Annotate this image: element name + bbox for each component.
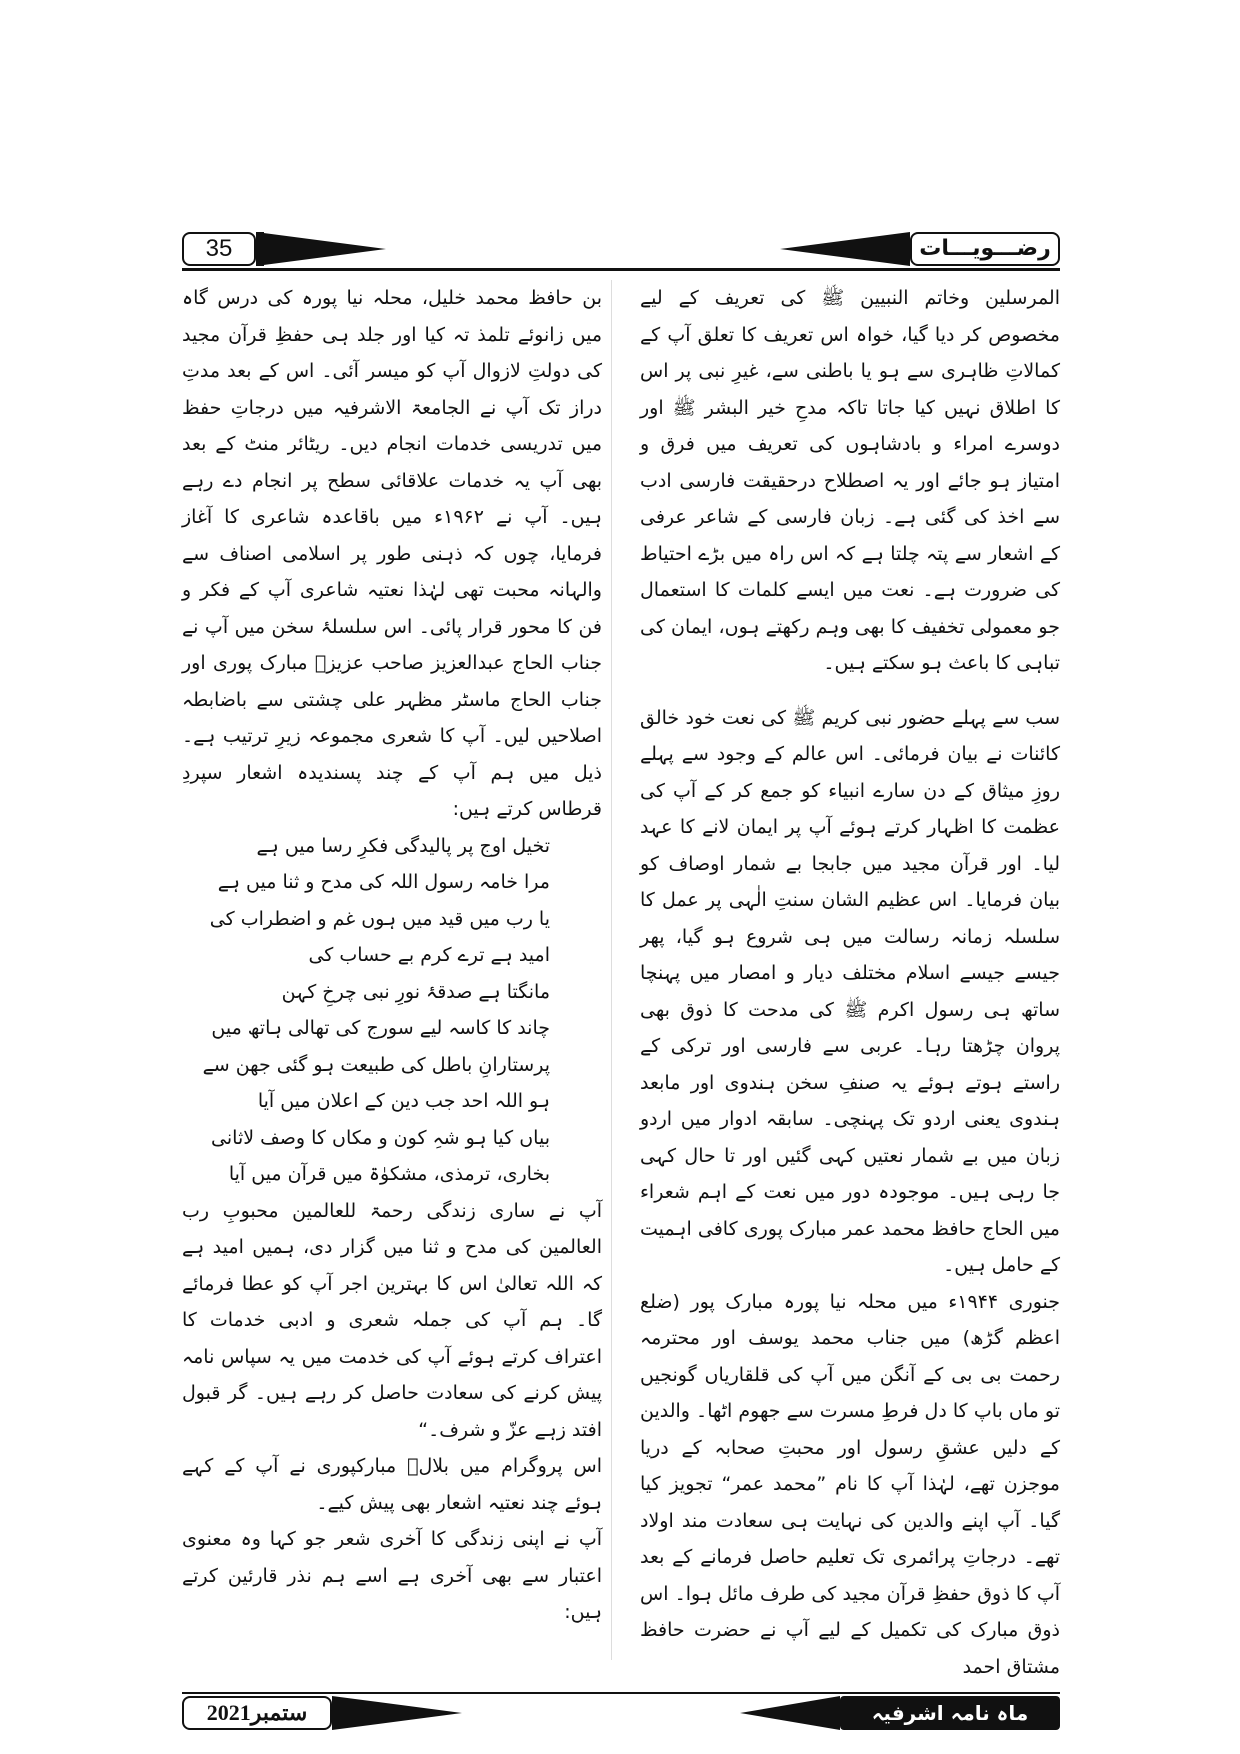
header-ornament-left	[256, 232, 386, 266]
paragraph: جنوری ۱۹۴۴ء میں محلہ نیا پورہ مبارک پور (ضلع اعظم گڑھ) میں جناب محمد یوسف اور محترمہ رحمت بی بی کے آنگن میں آپ کی قلقاریاں گونجیں تو ماں باپ کا دل فرطِ مسرت سے جھوم اٹھا۔ والدین کے دلیں عشقِ رسول اور محبتِ صحابہ کے دریا موجزن تھے، لہٰذا آپ کا نام ”محمد عمر“ تجویز کیا گیا۔ آپ اپنے والدین کی نہایت ہی سعادت مند اولاد تھے۔ درجاتِ پرائمری تک تعلیم حاصل فرمانے کے بعد آپ کا ذوق حفظِ قرآن مجید کی طرف مائل ہوا۔ اس ذوق مبارک کی تکمیل کے لیے آپ نے حضرت حافظ مشتاق احمد	[640, 1290, 1060, 1678]
left-column	[182, 280, 602, 1631]
paragraph: اس پروگرام میں بلالؔ مبارکپوری نے آپ کے کہے ہوئے چند نعتیہ اشعار بھی پیش کیے۔	[182, 1455, 602, 1514]
verse-line: پرستارانِ باطل کی طبیعت ہو گئی جھن سے	[202, 1053, 550, 1076]
footer-rule	[182, 1692, 1060, 1694]
header-rule	[182, 268, 1060, 271]
paragraph: المرسلین وخاتم النبیین ﷺ کی تعریف کے لیے مخصوص کر دیا گیا، خواہ اس تعریف کا تعلق آپ کے کمالاتِ ظاہری سے ہو یا باطنی سے، غیرِ نبی پر اس کا اطلاق نہیں کیا جاتا تاکہ مدحِ خیر البشر ﷺ اور دوسرے امراء و بادشاہوں کی تعریف میں فرق و امتیاز ہو جائے اور یہ اصطلاح درحقیقت فارسی ادب سے اخذ کی گئی ہے۔ زبان فارسی کے شاعر عرفی کے اشعار سے پتہ چلتا ہے کہ اس راہ میں بڑے احتیاط کی ضرورت ہے۔ نعت میں ایسے کلمات کا استعمال جو معمولی تخفیف کا بھی وہم رکھتے ہوں، ایمان کی تباہی کا باعث ہو سکتے ہیں۔	[640, 287, 1060, 674]
magazine-name: ماہ نامہ اشرفیہ	[840, 1696, 1060, 1730]
verse-line: مانگتا ہے صدقۂ نورِ نبی چرخِ کہن	[281, 980, 550, 1003]
right-column	[640, 280, 1060, 1685]
footer-ornament-left	[332, 1696, 462, 1730]
verse-line: یا رب میں قید میں ہوں غم و اضطراب کی	[209, 907, 550, 930]
page-number: 35	[182, 232, 256, 266]
journal-title: رضـــویـــات	[910, 232, 1060, 266]
header-ornament-left-bar	[256, 232, 264, 266]
paragraph: آپ نے ساری زندگی رحمۃ للعالمین محبوبِ رب العالمین کی مدح و ثنا میں گزار دی، ہمیں امید ہے کہ اللہ تعالیٰ اس کا بہترین اجر آپ کو عطا فرمائے گا۔ ہم آپ کی جملہ شعری و ادبی خدمات کا اعتراف کرتے ہوئے آپ کی خدمت میں یہ سپاس نامہ پیش کرنے کی سعادت حاصل کر رہے ہیں۔ گر قبول افتد زہے عزّ و شرف۔“	[182, 1199, 602, 1441]
verse-line: بخاری، ترمذی، مشکوٰۃ میں قرآن میں آیا	[228, 1163, 550, 1185]
issue-date: ستمبر2021	[182, 1696, 332, 1730]
header-ornament-right	[780, 232, 910, 266]
verse-line: بیاں کیا ہو شہِ کون و مکاں کا وصف لاثانی	[211, 1126, 550, 1149]
footer-ornament-right	[740, 1696, 840, 1730]
verse-line: مرا خامہ رسول اللہ کی مدح و ثنا میں ہے	[217, 871, 550, 893]
column-divider	[611, 280, 612, 1660]
verse-line: امید ہے ترے کرم بے حساب کی	[308, 944, 550, 966]
paragraph: آپ نے اپنی زندگی کا آخری شعر جو کہا وہ معنوی اعتبار سے بھی آخری ہے اسے ہم نذر قارئین کرتے ہیں:	[182, 1528, 602, 1623]
paragraph: بن حافظ محمد خلیل، محلہ نیا پورہ کی درس گاہ میں زانوئے تلمذ تہ کیا اور جلد ہی حفظِ قرآن مجید کی دولتِ لازوال آپ کو میسر آئی۔ اس کے بعد مدتِ دراز تک آپ نے الجامعۃ الاشرفیہ میں درجاتِ حفظ میں تدریسی خدمات انجام دیں۔ ریٹائر منٹ کے بعد بھی آپ یہ خدمات علاقائی سطح پر انجام دے رہے ہیں۔ آپ نے ۱۹۶۲ء میں باقاعدہ شاعری کا آغاز فرمایا، چوں کہ ذہنی طور پر اسلامی اصناف سے والہانہ محبت تھی لہٰذا نعتیہ شاعری آپ کے فکر و فن کا محور قرار پائی۔ اس سلسلۂ سخن میں آپ نے جناب الحاج عبدالعزیز صاحب عزیزؔ مبارک پوری اور جناب الحاج ماسٹر مظہر علی چشتی سے باضابطہ اصلاحیں لیں۔ آپ کا شعری مجموعہ زیرِ ترتیب ہے۔ ذیل میں ہم آپ کے چند پسندیدہ اشعار سپردِ قرطاس کرتے ہیں:	[182, 287, 603, 820]
verse-line: ہو اللہ احد جب دین کے اعلان میں آیا	[257, 1090, 550, 1112]
paragraph: سب سے پہلے حضور نبی کریم ﷺ کی نعت خود خالق کائنات نے بیان فرمائی۔ اس عالم کے وجود سے پہلے روزِ میثاق کے دن سارے انبیاء کو جمع کر کے آپ کی عظمت کا اظہار کرتے ہوئے آپ پر ایمان لانے کا عہد لیا۔ اور قرآن مجید میں جابجا بے شمار اوصاف کو بیان فرمایا۔ اس عظیم الشان سنتِ الٰہی پر عمل کا سلسلہ زمانہ رسالت میں ہی شروع ہو گیا، پھر جیسے جیسے اسلام مختلف دیار و امصار میں پہنچا ساتھ ہی رسول اکرم ﷺ کی مدحت کا ذوق بھی پروان چڑھتا رہا۔ عربی سے فارسی اور ترکی کے راستے ہوتے ہوئے یہ صنفِ سخن ہندوی اور مابعد ہندوی یعنی اردو تک پہنچی۔ سابقہ ادوار میں اردو زبان میں بے شمار نعتیں کہی گئیں اور تا حال کہی جا رہی ہیں۔ موجودہ دور میں نعت کے اہم شعراء میں الحاج حافظ محمد عمر مبارک پوری کافی اہمیت کے حامل ہیں۔	[640, 706, 1060, 1276]
verse-line: تخیل اوج پر پالیدگی فکرِ رسا میں ہے	[256, 834, 550, 857]
verse-line: چاند کا کاسہ لیے سورج کی تھالی ہاتھ میں	[211, 1017, 550, 1039]
